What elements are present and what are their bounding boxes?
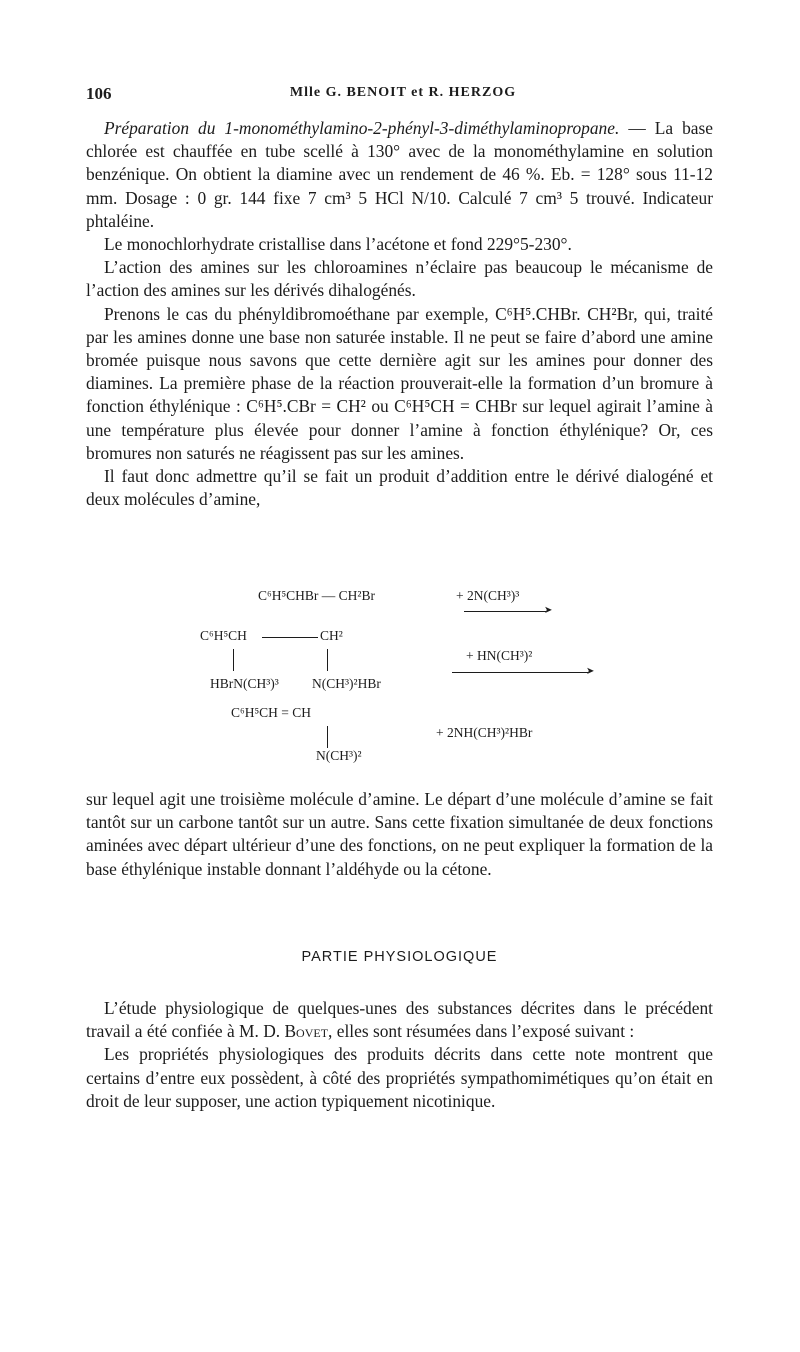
author-name: Bovet [284,1021,329,1042]
scheme-row3-right: N(CH³)²HBr [312,676,381,691]
preparation-title: Préparation du 1-monométhylamino-2-phényl-3-diméthylaminopropane. [104,118,620,138]
page-number: 106 [86,84,112,103]
scheme-bond-horizontal [262,637,318,638]
paragraph-physiological-study [86,997,713,1043]
preparation-text: — La base chlorée est chauffée en tube scellé à 130° avec de la monométhylamine en solution benzénique. On obtient la diamine avec un rendement de 46 %. Eb. = 128° sous 11-12 mm. Dosage : 0 gr. 144 fixe 7 cm³ 5 HCl N/10. Calculé 7 cm³ 5 trouvé. Indicateur phtaléine. [86,118,713,231]
scheme-row4-formula: C⁶H⁵CH = CH [231,705,312,720]
scheme-row4-reagent: + 2NH(CH³)²HBr [436,725,533,740]
scheme-row3-left: HBrN(CH³)³ [210,676,279,691]
scheme-row5-amine: N(CH³)² [316,748,362,763]
scheme-bond-left [233,649,234,671]
scheme-row1-reagent: + 2N(CH³)³ [456,588,520,603]
paragraph-properties: Les propriétés physiologiques des produits décrits dans cette note montrent que certains d’entre eux possèdent, à côté des propriétés sympathomimétiques qu’on était en droit de leur supposer, une action typiquement nicotinique. [86,1044,713,1111]
scheme-row1-formula: C⁶H⁵CHBr — CH²Br [258,588,375,603]
paragraph-phenyldibromoethane: Prenons le cas du phényldibromoéthane par exemple, C⁶H⁵.CHBr. CH²Br, qui, traité par les amines donne une base non saturée instable. Il ne peut se faire d’abord une amine bromée puisque nous savons que cette dernière agit sur les amines pour donner des diamines. La première phase de la réaction prouverait-elle la formation d’un bromure à fonction éthylénique : C⁶H⁵.CBr = CH² ou C⁶H⁵CH = CHBr sur lequel agirait l’amine à une température plus élevée pour donner l’amine à fonction éthylénique? Or, ces bromures non saturés ne réagissent pas sur les amines. [86,303,713,463]
section-title: PARTIE PHYSIOLOGIQUE [301,949,498,965]
physiology-text-before: L’étude physiologique de quelques-unes des substances décrites dans le précédent travail a été confiée à M. D. [86,998,713,1042]
paragraph-action-amines: L’action des amines sur les chloroamines n’éclaire pas beaucoup le mécanisme de l’action des amines sur les dérivés dihalogénés. [86,257,713,301]
scheme-row2-ch: C⁶H⁵CH [200,628,247,643]
scheme-row2-ch2: CH² [320,628,343,643]
running-head: Mlle G. BENOIT et R. HERZOG [289,85,517,100]
scheme-arrow-2-head-icon: ➤ [586,666,595,677]
body-text-bottom [86,997,713,1113]
paragraph-addition-product: Il faut donc admettre qu’il se fait un produit d’addition entre le dérivé dialogéné et deux molécules d’amine, [86,466,713,510]
scheme-arrow-1-head-icon: ➤ [544,605,553,616]
scheme-arrow-2-shaft [452,672,588,673]
body-text-middle [86,788,713,881]
scheme-row2-reagent: + HN(CH³)² [466,648,533,663]
paragraph-third-molecule: sur lequel agit une troisième molécule d’amine. Le départ d’une molécule d’amine se fait tantôt sur un carbone tantôt sur un autre. Sans cette fixation simultanée de deux fonctions aminées avec départ ultérieur d’une des fonctions, on ne peut expliquer la formation de la base éthylénique instable donnant l’aldéhyde ou la cétone. [86,789,713,879]
paragraph-monochlorhydrate: Le monochlorhydrate cristallise dans l’acétone et fond 229°5-230°. [104,234,572,255]
scheme-arrow-1-shaft [464,611,546,612]
scheme-bond-bottom [327,726,328,748]
scheme-bond-right [327,649,328,671]
physiology-text-after: , elles sont résumées dans l’exposé suivant : [328,1021,635,1042]
